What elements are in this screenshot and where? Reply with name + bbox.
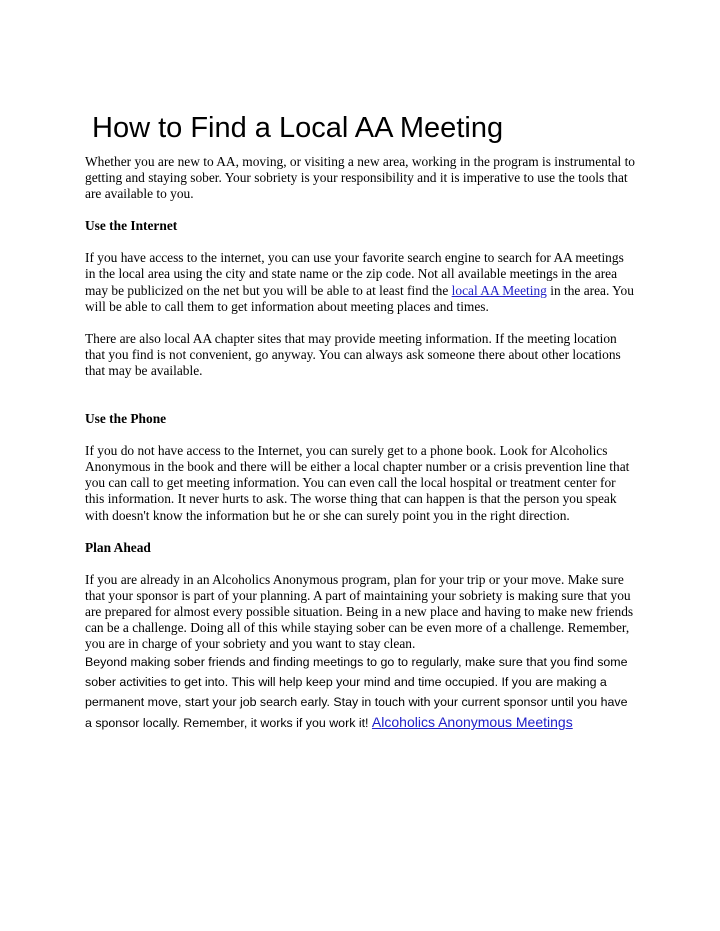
plan-text-before-link: Beyond making sober friends and finding meetings to go to regularly, make sure that you find some sober activities to get into. This will help keep your mind and time occupied. If you are making a permanent move, start your job search early. Stay in touch with your current sponsor until you have a sponsor locally. Remember, it works if you work it!	[85, 655, 628, 731]
phone-paragraph: If you do not have access to the Internet, you can surely get to a phone book. Look for Alcoholics Anonymous in the book and there will be either a local chapter number or a crisis prevention line that you can call to get meeting information. You can even call the local hospital or treatment center for this information. It never hurts to ask. The worse thing that can happen is that the person you speak with doesn't know the information but he or she can surely point you in the right direction.	[85, 443, 630, 523]
page-title: How to Find a Local AA Meeting	[92, 112, 504, 144]
intro-paragraph: Whether you are new to AA, moving, or visiting a new area, working in the program is instrumental to getting and staying sober. Your sobriety is your responsibility and it is imperative to use the tools that are available to you.	[85, 154, 636, 202]
article-body	[85, 154, 637, 733]
plan-paragraph-1: If you are already in an Alcoholics Anonymous program, plan for your trip or your move. Make sure that your sponsor is part of your planning. A part of maintaining your sobriety is making sure that you are prepared for almost every possible situation. Being in a new place and having to make new friends can be a challenge. Doing all of this while staying sober can be even more of a challenge. Remember, you are in charge of your sobriety and you want to stay clean.	[85, 571, 634, 652]
heading-use-internet: Use the Internet	[85, 218, 178, 234]
internet-paragraph-2: There are also local AA chapter sites that may provide meeting information. If the meeting location that you find is not convenient, go anyway. You can always ask someone there about other locations that may be available.	[85, 330, 621, 378]
heading-use-phone: Use the Phone	[85, 411, 167, 427]
aa-meetings-link[interactable]: Alcoholics Anonymous Meetings	[371, 714, 573, 731]
internet-text-before-link: If you have access to the internet, you can use your favorite search engine to search for AA meetings in the local area using the city and state name or the zip code. Not all available meetings in the area may be publicized on the net but you will be able to at least find the	[85, 250, 624, 298]
local-aa-meeting-link[interactable]: local AA Meeting	[451, 282, 547, 298]
plan-paragraph-2	[85, 652, 637, 733]
internet-paragraph-1	[85, 250, 637, 314]
heading-plan-ahead: Plan Ahead	[85, 539, 151, 555]
internet-text-after-link: in the area. You will be able to call them to get information about meeting places and times.	[85, 282, 634, 314]
